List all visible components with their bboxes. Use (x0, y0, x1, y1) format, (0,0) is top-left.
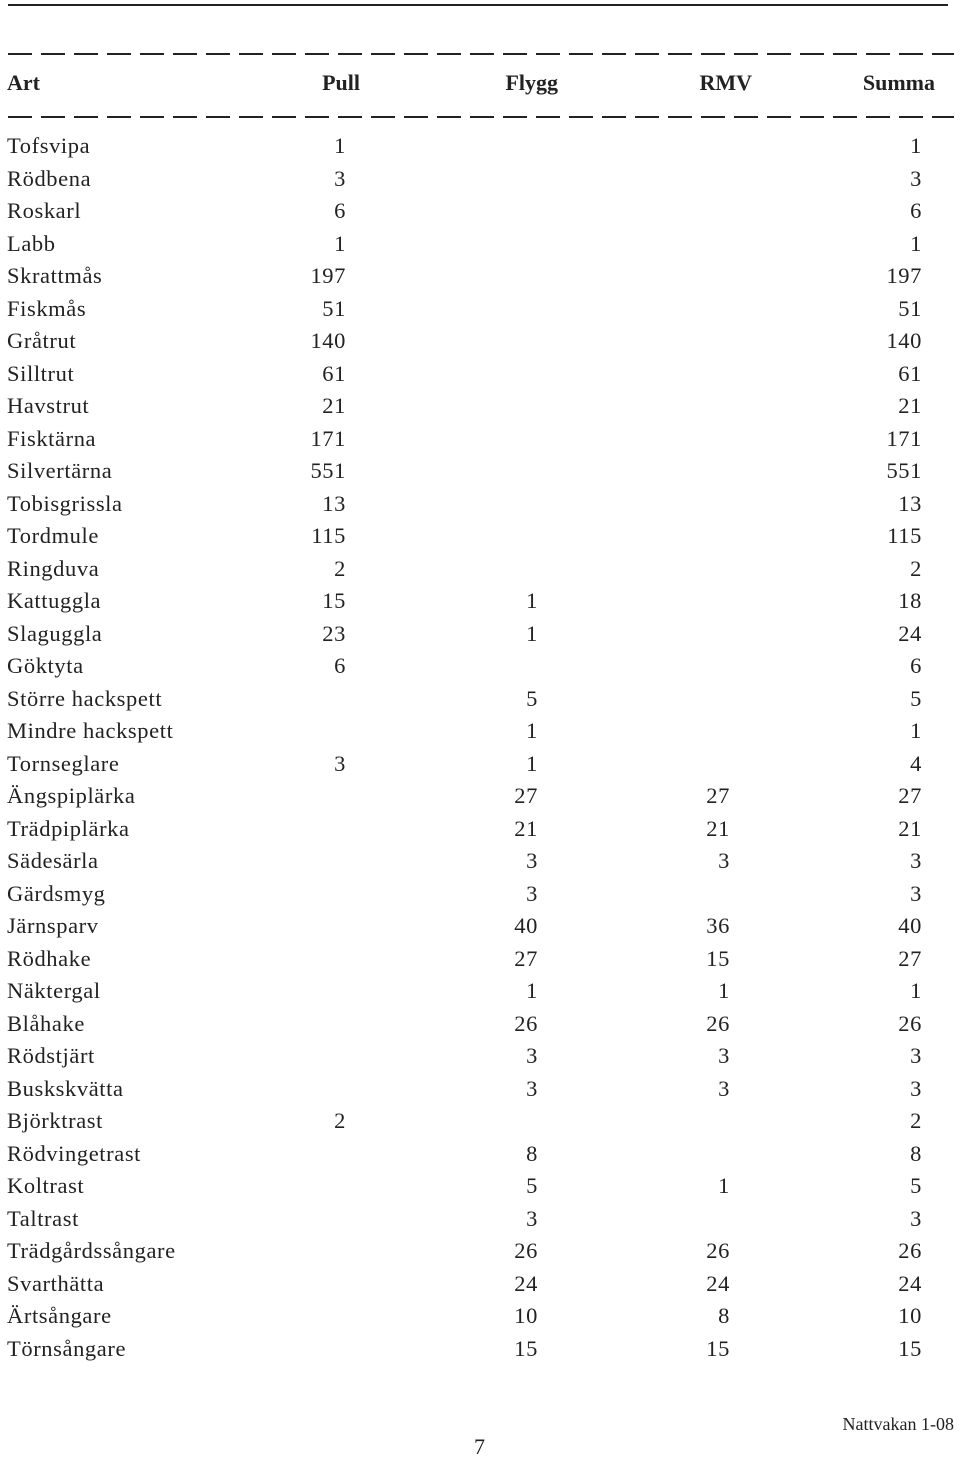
cell-rmv: 1 (718, 1173, 730, 1198)
cell-pull: 3 (334, 165, 346, 191)
cell-summa: 1 (910, 230, 922, 256)
table-row (0, 911, 960, 944)
top-rule (8, 4, 948, 6)
cell-art: Fisktärna (7, 425, 97, 451)
cell-rmv: 36 (706, 913, 730, 938)
table-row (0, 164, 960, 197)
cell-summa: 551 (886, 458, 922, 483)
cell-art: Labb (7, 230, 56, 256)
cell-summa: 5 (910, 1173, 922, 1198)
cell-flygg: 1 (526, 750, 538, 776)
cell-art: Gråtrut (7, 328, 77, 353)
cell-art: Näktergal (7, 978, 101, 1003)
table-row (0, 326, 960, 359)
table-row (0, 1009, 960, 1042)
cell-flygg: 3 (526, 880, 538, 906)
cell-summa: 3 (910, 880, 922, 906)
header-bottom-dashed-rule (8, 116, 954, 118)
table-row (0, 554, 960, 587)
header-flygg: Flygg (505, 70, 558, 95)
cell-pull: 1 (334, 133, 346, 158)
cell-art: Svarthätta (7, 1270, 105, 1296)
page-number: 7 (474, 1434, 485, 1459)
cell-flygg: 1 (526, 620, 538, 646)
cell-summa: 1 (910, 718, 922, 743)
header-top-dashed-rule (8, 53, 954, 55)
cell-art: Ringduva (7, 555, 100, 581)
cell-summa: 18 (898, 588, 922, 613)
cell-summa: 24 (898, 620, 922, 646)
cell-rmv: 3 (718, 1043, 730, 1068)
cell-art: Trädgårdssångare (7, 1238, 176, 1263)
cell-rmv: 26 (706, 1010, 730, 1036)
cell-summa: 6 (910, 198, 922, 223)
table-row (0, 749, 960, 782)
cell-flygg: 3 (526, 1075, 538, 1101)
cell-pull: 21 (322, 393, 346, 418)
cell-summa: 27 (898, 945, 922, 971)
cell-flygg: 3 (526, 1043, 538, 1068)
cell-art: Silltrut (7, 360, 75, 386)
cell-summa: 6 (910, 653, 922, 678)
table-body (0, 131, 960, 1366)
cell-rmv: 3 (718, 848, 730, 873)
cell-flygg: 24 (514, 1270, 538, 1296)
cell-summa: 8 (910, 1140, 922, 1166)
publication-label: Nattvakan 1-08 (842, 1414, 954, 1434)
cell-art: Större hackspett (7, 685, 163, 711)
table-row (0, 1204, 960, 1237)
cell-flygg: 3 (526, 848, 538, 873)
header-summa: Summa (862, 70, 935, 95)
cell-flygg: 15 (514, 1335, 538, 1361)
cell-summa: 15 (898, 1335, 922, 1361)
cell-pull: 197 (310, 263, 346, 288)
cell-flygg: 27 (514, 783, 538, 808)
cell-art: Rödvingetrast (7, 1140, 142, 1166)
cell-summa: 26 (898, 1238, 922, 1263)
table-row (0, 976, 960, 1009)
table-row (0, 1269, 960, 1302)
cell-art: Törnsångare (7, 1335, 127, 1361)
cell-flygg: 3 (526, 1205, 538, 1231)
cell-pull: 6 (334, 198, 346, 223)
table-row (0, 424, 960, 457)
cell-art: Rödbena (7, 165, 92, 191)
table-row (0, 846, 960, 879)
cell-art: Fiskmås (7, 295, 87, 321)
cell-art: Koltrast (7, 1173, 85, 1198)
cell-art: Järnsparv (7, 913, 99, 938)
cell-rmv: 15 (706, 945, 730, 971)
table-row (0, 814, 960, 847)
cell-art: Rödstjärt (7, 1043, 95, 1068)
table-row (0, 1301, 960, 1334)
cell-pull: 171 (310, 425, 346, 451)
cell-rmv: 24 (706, 1270, 730, 1296)
cell-summa: 21 (898, 393, 922, 418)
cell-rmv: 8 (718, 1303, 730, 1328)
cell-pull: 140 (310, 328, 346, 353)
cell-rmv: 21 (706, 815, 730, 841)
cell-art: Blåhake (7, 1010, 85, 1036)
cell-summa: 40 (898, 913, 922, 938)
table-row (0, 456, 960, 489)
cell-summa: 115 (887, 523, 922, 548)
cell-pull: 6 (334, 653, 346, 678)
table-row (0, 586, 960, 619)
cell-art: Sädesärla (7, 848, 99, 873)
table-row (0, 1171, 960, 1204)
cell-summa: 26 (898, 1010, 922, 1036)
table-row (0, 1106, 960, 1139)
cell-pull: 61 (322, 360, 346, 386)
table-row (0, 781, 960, 814)
table-row (0, 716, 960, 749)
cell-art: Tofsvipa (7, 133, 91, 158)
table-row (0, 131, 960, 164)
cell-art: Ängspiplärka (7, 783, 136, 808)
table-header (0, 70, 960, 104)
cell-art: Tornseglare (7, 750, 120, 776)
cell-summa: 4 (910, 750, 922, 776)
cell-summa: 3 (910, 1075, 922, 1101)
cell-summa: 51 (898, 295, 922, 321)
cell-flygg: 1 (526, 718, 538, 743)
cell-flygg: 5 (526, 1173, 538, 1198)
cell-art: Gärdsmyg (7, 880, 106, 906)
cell-flygg: 21 (514, 815, 538, 841)
cell-art: Kattuggla (7, 588, 102, 613)
table-row (0, 879, 960, 912)
cell-summa: 171 (886, 425, 922, 451)
table-row (0, 1334, 960, 1367)
cell-art: Trädpiplärka (7, 815, 130, 841)
table-row (0, 684, 960, 717)
cell-summa: 10 (898, 1303, 922, 1328)
table-row (0, 489, 960, 522)
cell-summa: 2 (910, 555, 922, 581)
table-row (0, 1139, 960, 1172)
cell-rmv: 15 (706, 1335, 730, 1361)
header-pull: Pull (322, 70, 360, 95)
cell-rmv: 26 (706, 1238, 730, 1263)
cell-art: Skrattmås (7, 263, 103, 288)
cell-summa: 61 (898, 360, 922, 386)
table-row (0, 1074, 960, 1107)
cell-art: Mindre hackspett (7, 718, 174, 743)
cell-pull: 13 (322, 490, 346, 516)
cell-flygg: 8 (526, 1140, 538, 1166)
cell-art: Rödhake (7, 945, 92, 971)
cell-pull: 1 (334, 230, 346, 256)
cell-summa: 5 (910, 685, 922, 711)
cell-summa: 3 (910, 1205, 922, 1231)
cell-pull: 23 (322, 620, 346, 646)
cell-art: Ärtsångare (7, 1303, 112, 1328)
cell-summa: 1 (910, 133, 922, 158)
cell-summa: 27 (898, 783, 922, 808)
cell-art: Göktyta (7, 653, 84, 678)
cell-art: Taltrast (7, 1205, 79, 1231)
table-row (0, 651, 960, 684)
cell-summa: 140 (886, 328, 922, 353)
cell-flygg: 1 (526, 588, 538, 613)
cell-flygg: 40 (514, 913, 538, 938)
cell-flygg: 27 (514, 945, 538, 971)
table-row (0, 229, 960, 262)
table-row (0, 391, 960, 424)
cell-art: Silvertärna (7, 458, 113, 483)
cell-pull: 3 (334, 750, 346, 776)
cell-pull: 2 (334, 1108, 346, 1133)
cell-summa: 3 (910, 1043, 922, 1068)
table-row (0, 1236, 960, 1269)
cell-rmv: 27 (706, 783, 730, 808)
cell-summa: 2 (910, 1108, 922, 1133)
cell-art: Tordmule (7, 523, 99, 548)
cell-summa: 3 (910, 848, 922, 873)
cell-art: Havstrut (7, 393, 90, 418)
header-rmv: RMV (699, 70, 752, 95)
cell-flygg: 10 (514, 1303, 538, 1328)
cell-flygg: 1 (526, 978, 538, 1003)
table-row (0, 261, 960, 294)
cell-pull: 115 (311, 523, 346, 548)
cell-summa: 13 (898, 490, 922, 516)
cell-art: Roskarl (7, 198, 82, 223)
cell-art: Buskskvätta (7, 1075, 124, 1101)
table-row (0, 294, 960, 327)
cell-flygg: 26 (514, 1238, 538, 1263)
cell-pull: 2 (334, 555, 346, 581)
cell-summa: 21 (898, 815, 922, 841)
cell-rmv: 3 (718, 1075, 730, 1101)
table-row (0, 619, 960, 652)
cell-art: Björktrast (7, 1108, 103, 1133)
table-row (0, 944, 960, 977)
table-row (0, 359, 960, 392)
cell-pull: 551 (310, 458, 346, 483)
table-row (0, 521, 960, 554)
cell-summa: 24 (898, 1270, 922, 1296)
cell-rmv: 1 (718, 978, 730, 1003)
cell-art: Tobisgrissla (7, 490, 123, 516)
cell-flygg: 5 (526, 685, 538, 711)
cell-summa: 1 (910, 978, 922, 1003)
cell-flygg: 26 (514, 1010, 538, 1036)
cell-summa: 197 (886, 263, 922, 288)
table-row (0, 1041, 960, 1074)
cell-summa: 3 (910, 165, 922, 191)
cell-pull: 51 (322, 295, 346, 321)
cell-art: Slaguggla (7, 620, 103, 646)
header-art: Art (7, 70, 40, 95)
table-row (0, 196, 960, 229)
cell-pull: 15 (322, 588, 346, 613)
